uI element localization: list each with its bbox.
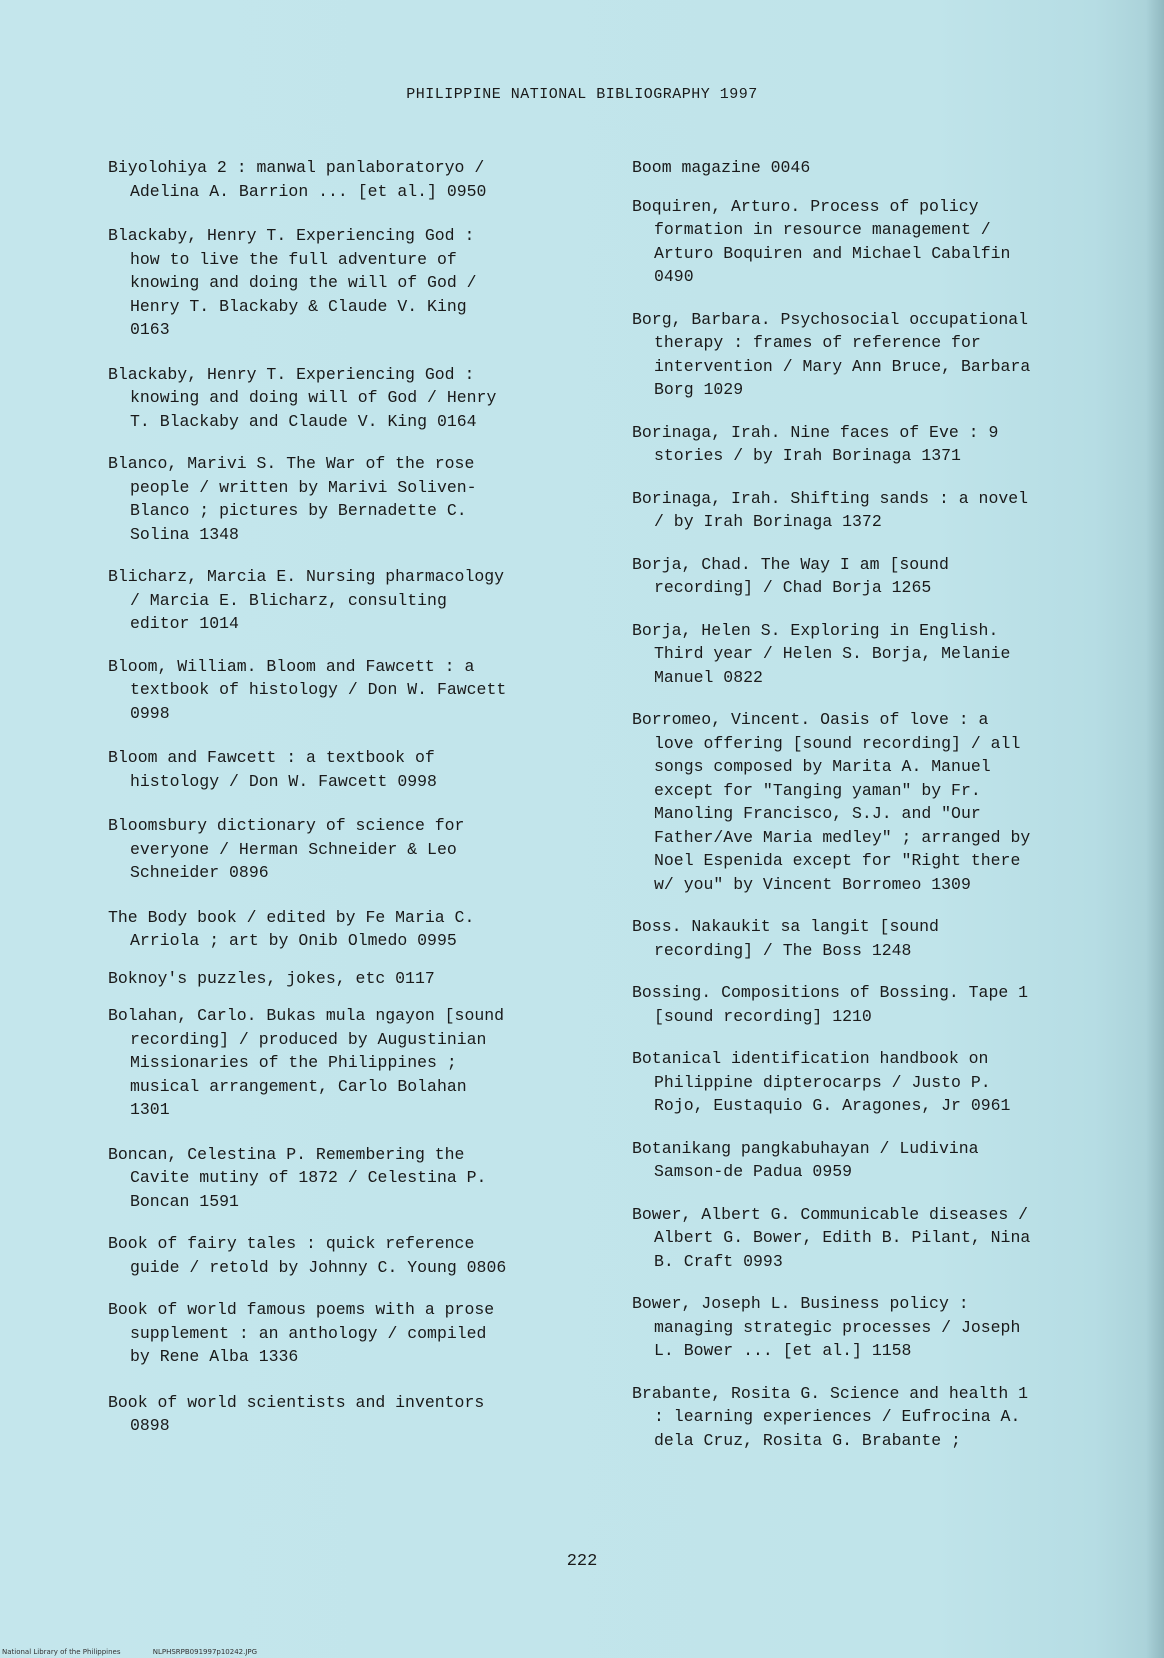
entry-line: Solina 1348 (130, 524, 239, 544)
entry-line: Blanco ; pictures by Bernadette C. (130, 501, 467, 520)
bibliography-entry (632, 1203, 1116, 1274)
bibliography-entry (108, 1143, 588, 1214)
bibliography-entry (632, 553, 1116, 600)
entry-line: Bloomsbury dictionary of science for (108, 816, 465, 835)
entry-line: / by Irah Borinaga 1372 (654, 512, 882, 531)
bibliography-entry (632, 915, 1116, 962)
page-number: 222 (566, 1552, 598, 1571)
entry-line: [sound recording] 1210 (654, 1006, 872, 1026)
entry-line: Boss. Nakaukit sa langit [sound (632, 917, 939, 936)
bibliography-entry (632, 1382, 1116, 1453)
bibliography-entry (632, 421, 1116, 468)
entry-line: Brabante, Rosita G. Science and health 1 (632, 1383, 1029, 1403)
entry-line: histology / Don W. Fawcett 0998 (130, 771, 437, 791)
bibliography-entry (108, 906, 588, 953)
bibliography-entry (632, 156, 1116, 180)
entry-line: Boquiren, Arturo. Process of policy (632, 196, 979, 216)
bibliography-entry (108, 967, 588, 991)
entry-line: textbook of histology / Don W. Fawcett (130, 680, 507, 699)
entry-line: recording] / The Boss 1248 (654, 940, 912, 960)
bibliography-entry (632, 619, 1116, 690)
bibliography-entry (632, 195, 1116, 289)
entry-line: Book of world famous poems with a prose (108, 1300, 495, 1319)
entry-line: people / written by Marivi Soliven- (130, 477, 477, 497)
entry-line: how to live the full adventure of (130, 249, 457, 269)
file-name: NLPHSRPB091997p10242.JPG (152, 1648, 258, 1656)
bibliography-entry (632, 981, 1116, 1028)
entry-line: Philippine dipterocarps / Justo P. (654, 1072, 991, 1092)
bibliography-entry (632, 708, 1116, 896)
bibliography-entry (632, 1047, 1116, 1118)
bibliography-entry (108, 1232, 588, 1279)
entry-line: 0490 (654, 267, 694, 286)
entry-line: love offering [sound recording] / all (654, 733, 1021, 753)
bibliography-entry (108, 156, 588, 203)
scan-footer (2, 1648, 287, 1656)
entry-line: Rojo, Eustaquio G. Aragones, Jr 0961 (654, 1096, 1011, 1115)
entry-line: 0163 (130, 320, 170, 339)
entry-line: : learning experiences / Eufrocina A. (654, 1407, 1021, 1426)
bibliography-entry (108, 224, 588, 342)
entry-line: Borja, Chad. The Way I am [sound (632, 554, 949, 574)
entry-line: songs composed by Marita A. Manuel (654, 757, 991, 776)
entry-line: 0898 (130, 1416, 170, 1435)
entry-line: knowing and doing the will of God / (130, 273, 477, 292)
entry-line: L. Bower ... [et al.] 1158 (654, 1341, 912, 1360)
entry-line: Blanco, Marivi S. The War of the rose (108, 454, 475, 473)
library-credit: National Library of the Philippines (2, 1648, 121, 1656)
bibliography-entry (632, 308, 1116, 402)
entry-line: Manuel 0822 (654, 667, 763, 687)
entry-line: Borja, Helen S. Exploring in English. (632, 620, 999, 640)
entry-line: Blackaby, Henry T. Experiencing God : (108, 226, 475, 245)
bibliography-entry (108, 1004, 588, 1122)
entry-line: Book of fairy tales : quick reference (108, 1234, 475, 1253)
entry-line: recording] / Chad Borja 1265 (654, 578, 932, 597)
entry-line: Manoling Francisco, S.J. and "Our (654, 804, 981, 823)
entry-line: Book of world scientists and inventors (108, 1392, 485, 1412)
entry-line: musical arrangement, Carlo Bolahan (130, 1076, 467, 1096)
bibliography-entry (108, 655, 588, 726)
entry-line: Boncan, Celestina P. Remembering the (108, 1144, 465, 1164)
entry-line: Borg, Barbara. Psychosocial occupational (632, 309, 1029, 329)
entry-line: Blackaby, Henry T. Experiencing God : (108, 364, 475, 384)
entry-line: supplement : an anthology / compiled (130, 1323, 487, 1343)
bibliography-entry (108, 1298, 588, 1369)
page-header: PHILIPPINE NATIONAL BIBLIOGRAPHY 1997 (406, 86, 758, 103)
entry-line: therapy : frames of reference for (654, 333, 981, 352)
entry-line: Borinaga, Irah. Shifting sands : a novel (632, 488, 1029, 508)
entry-line: Botanikang pangkabuhayan / Ludivina (632, 1138, 979, 1158)
entry-line: Missionaries of the Philippines ; (130, 1053, 457, 1072)
entry-line: Bolahan, Carlo. Bukas mula ngayon [sound (108, 1006, 505, 1025)
entry-line: 1301 (130, 1100, 170, 1119)
bibliography-entry (108, 452, 588, 546)
entry-line: Biyolohiya 2 : manwal panlaboratoryo / (108, 158, 485, 177)
entry-line: Boom magazine 0046 (632, 158, 811, 177)
entry-line: Adelina A. Barrion ... [et al.] 0950 (130, 181, 487, 201)
entry-line: Borg 1029 (654, 380, 744, 399)
bibliography-entry (632, 1292, 1116, 1363)
entry-line: Bossing. Compositions of Bossing. Tape 1 (632, 983, 1029, 1002)
entry-line: The Body book / edited by Fe Maria C. (108, 907, 475, 927)
entry-line: knowing and doing will of God / Henry (130, 388, 497, 407)
entry-line: T. Blackaby and Claude V. King 0164 (130, 411, 477, 431)
entry-line: Henry T. Blackaby & Claude V. King (130, 296, 467, 316)
entry-line: formation in resource management / (654, 220, 991, 239)
entry-line: Boncan 1591 (130, 1191, 239, 1211)
entry-line: guide / retold by Johnny C. Young 0806 (130, 1257, 507, 1277)
entry-line: Cavite mutiny of 1872 / Celestina P. (130, 1168, 487, 1187)
entry-line: Albert G. Bower, Edith B. Pilant, Nina (654, 1228, 1031, 1247)
entry-line: Borromeo, Vincent. Oasis of love : a (632, 710, 989, 729)
entry-line: editor 1014 (130, 614, 239, 633)
entry-line: dela Cruz, Rosita G. Brabante ; (654, 1430, 961, 1450)
entry-line: recording] / produced by Augustinian (130, 1029, 487, 1049)
entry-line: B. Craft 0993 (654, 1251, 783, 1271)
bibliography-entry (108, 1391, 588, 1438)
bibliography-entry (632, 1137, 1116, 1184)
entry-line: Schneider 0896 (130, 863, 269, 882)
bibliography-entry (632, 487, 1116, 534)
entry-line: stories / by Irah Borinaga 1371 (654, 446, 961, 465)
right-column (632, 156, 1116, 1452)
entry-line: managing strategic processes / Joseph (654, 1317, 1021, 1337)
entry-line: / Marcia E. Blicharz, consulting (130, 590, 447, 610)
entry-line: Bloom and Fawcett : a textbook of (108, 748, 435, 767)
entry-line: Third year / Helen S. Borja, Melanie (654, 644, 1011, 663)
entry-line: Bower, Albert G. Communicable diseases / (632, 1204, 1029, 1224)
bibliography-entry (108, 746, 588, 793)
entry-line: Boknoy's puzzles, jokes, etc 0117 (108, 968, 435, 988)
entry-line: except for "Tanging yaman" by Fr. (654, 780, 981, 800)
entry-line: Bower, Joseph L. Business policy : (632, 1294, 969, 1313)
entry-line: Arturo Boquiren and Michael Cabalfin (654, 243, 1011, 263)
entry-line: Botanical identification handbook on (632, 1049, 989, 1068)
entry-line: Bloom, William. Bloom and Fawcett : a (108, 656, 475, 676)
bibliography-entry (108, 814, 588, 885)
page-edge-shadow (1146, 0, 1164, 1658)
entry-line: by Rene Alba 1336 (130, 1347, 299, 1366)
left-column (108, 156, 588, 1438)
entry-line: Blicharz, Marcia E. Nursing pharmacology (108, 567, 505, 586)
entry-line: Borinaga, Irah. Nine faces of Eve : 9 (632, 422, 999, 442)
entry-line: Samson-de Padua 0959 (654, 1162, 853, 1181)
entry-line: everyone / Herman Schneider & Leo (130, 839, 457, 859)
entry-line: Father/Ave Maria medley" ; arranged by (654, 827, 1031, 847)
entry-line: Arriola ; art by Onib Olmedo 0995 (130, 931, 457, 950)
entry-line: 0998 (130, 703, 170, 723)
entry-line: Noel Espenida except for "Right there (654, 851, 1021, 870)
entry-line: intervention / Mary Ann Bruce, Barbara (654, 356, 1031, 376)
bibliography-entry (108, 565, 588, 636)
entry-line: w/ you" by Vincent Borromeo 1309 (654, 874, 971, 894)
bibliography-entry (108, 363, 588, 434)
